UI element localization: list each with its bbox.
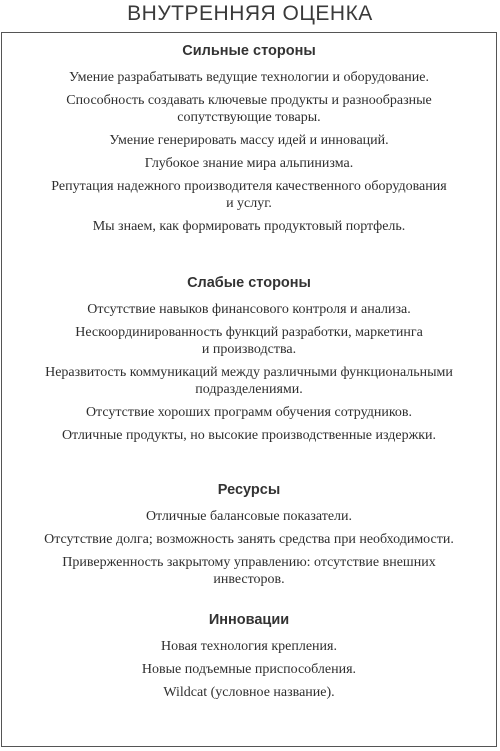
list-item: Приверженность закрытому управлению: отсутствие внешних инвесторов. [62, 555, 436, 587]
list-item: Отличные продукты, но высокие производственные издержки. [61, 428, 437, 443]
list-item: Нескоординированность функций разработки, маркетинга и производства. [75, 325, 423, 357]
section-heading: Слабые стороны [187, 275, 311, 291]
list-item: Глубокое знание мира альпинизма. [144, 156, 354, 171]
section-strengths [2, 41, 496, 235]
section-weaknesses [2, 273, 496, 444]
section-heading: Ресурсы [217, 482, 281, 498]
list-item: Мы знаем, как формировать продуктовый портфель. [92, 219, 406, 234]
list-item: Репутация надежного производителя качественного оборудования и услуг. [51, 179, 447, 211]
list-item: Wildcat (условное название). [163, 685, 335, 700]
strengths-list [2, 69, 496, 235]
section-heading: Инновации [208, 612, 290, 628]
list-item: Новые подъемные приспособления. [141, 662, 357, 677]
assessment-box [1, 32, 497, 747]
section-innovations [2, 610, 496, 701]
weaknesses-list [2, 301, 496, 444]
list-item: Умение разрабатывать ведущие технологии и оборудование. [68, 70, 430, 85]
list-item: Отличные балансовые показатели. [145, 509, 353, 524]
section-heading: Сильные стороны [182, 43, 316, 59]
list-item: Новая технология крепления. [161, 639, 337, 654]
list-item: Неразвитость коммуникаций между различными функциональными подразделениями. [45, 365, 453, 397]
list-item: Отсутствие навыков финансового контроля и анализа. [87, 302, 411, 317]
list-item: Умение генерировать массу идей и инноваций. [109, 133, 389, 148]
resources-list [2, 508, 496, 588]
section-resources [2, 480, 496, 588]
list-item: Отсутствие хороших программ обучения сотрудников. [85, 405, 413, 420]
innovations-list [2, 638, 496, 701]
document-title: ВНУТРЕННЯЯ ОЦЕНКА [127, 2, 373, 25]
list-item: Способность создавать ключевые продукты и разнообразные сопутствующие товары. [66, 93, 432, 125]
list-item: Отсутствие долга; возможность занять средства при необходимости. [44, 532, 454, 547]
